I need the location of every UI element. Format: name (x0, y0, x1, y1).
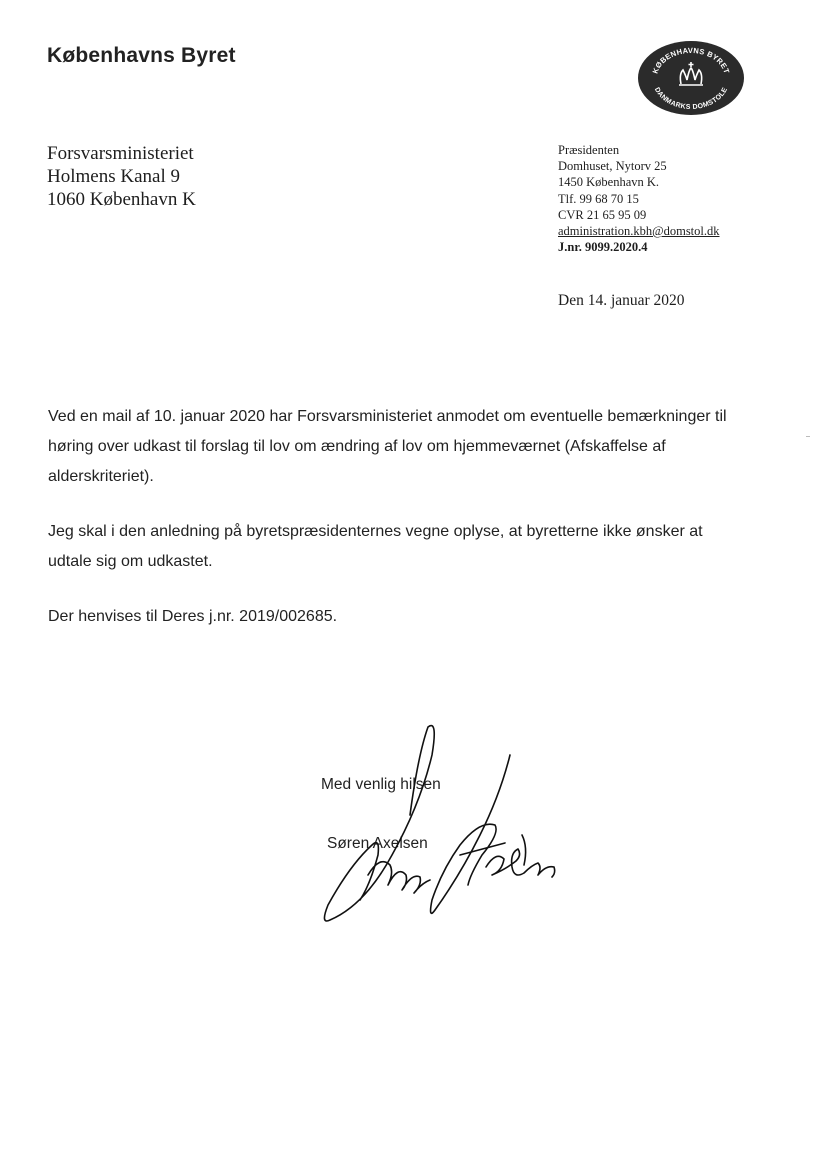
handwritten-signature (310, 715, 580, 935)
signer-name: Søren Axelsen (327, 835, 428, 852)
recipient-line: 1060 København K (47, 189, 196, 210)
seal-bottom-text: DANMARKS DOMSTOLE (652, 86, 730, 112)
sender-phone: Tlf. 99 68 70 15 (558, 191, 639, 206)
sender-city: 1450 København K. (558, 175, 660, 190)
sender-cvr: CVR 21 65 95 09 (558, 207, 647, 222)
seal-top-text: KØBENHAVNS BYRET (650, 45, 732, 75)
recipient-line: Holmens Kanal 9 (47, 166, 180, 187)
letter-body (48, 402, 748, 657)
body-paragraph: Jeg skal i den anledning på byretspræsidenternes vegne oplyse, at byretterne ikke ønsker at udtale sig om udkastet. (48, 523, 703, 570)
body-paragraph: Der henvises til Deres j.nr. 2019/002685. (48, 608, 338, 625)
journal-number: J.nr. 9099.2020.4 (558, 240, 648, 255)
letter-date: Den 14. januar 2020 (558, 292, 685, 309)
scan-artifact (806, 436, 810, 437)
body-paragraph: Ved en mail af 10. januar 2020 har Forsvarsministeriet anmodet om eventuelle bemærkninger til høring over udkast til forslag til lov om ændring af lov om hjemmeværnet (Afskaffelse af alderskriteriet). (48, 408, 727, 485)
sender-address: Domhuset, Nytorv 25 (558, 159, 667, 174)
closing-salutation: Med venlig hilsen (321, 776, 441, 793)
court-name-heading: Københavns Byret (47, 44, 236, 67)
sender-title: Præsidenten (558, 143, 620, 157)
sender-email-link[interactable]: administration.kbh@domstol.dk (558, 224, 720, 239)
court-seal-logo (637, 40, 745, 116)
recipient-line: Forsvarsministeriet (47, 143, 194, 164)
recipient-address (47, 142, 196, 211)
sender-block (558, 142, 720, 255)
